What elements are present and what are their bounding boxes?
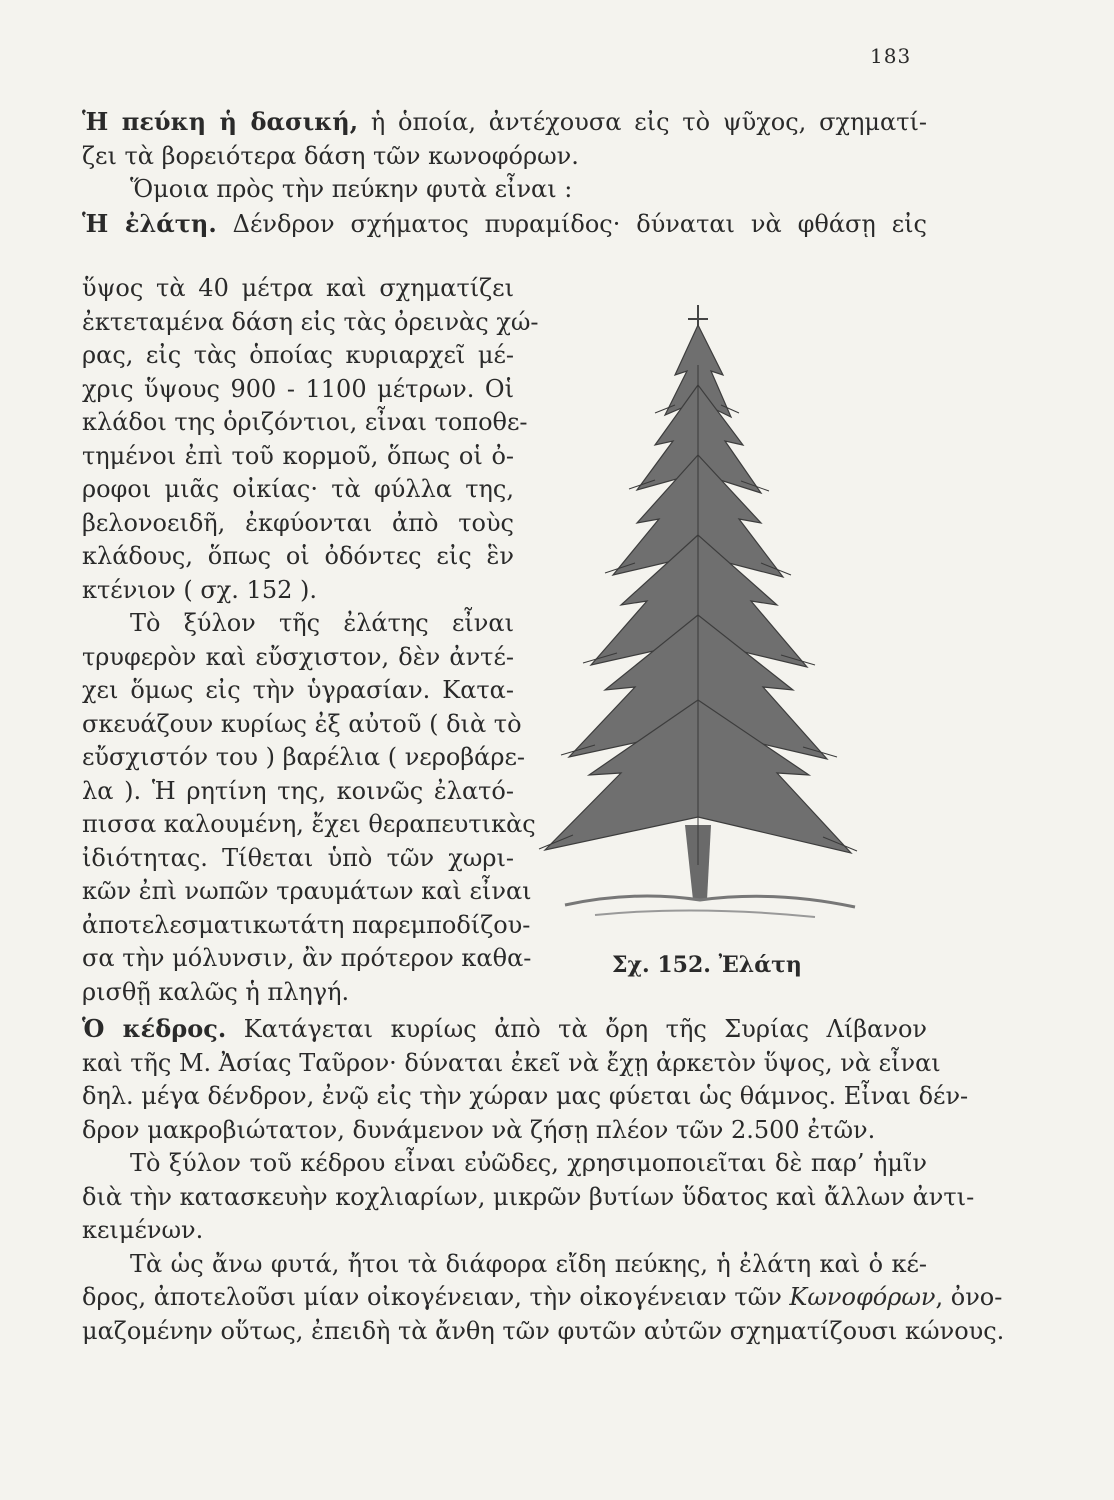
text-line: διὰ τὴν κατασκευὴν κοχλιαρίων, μικρῶν βυτίων ὕδατος καὶ ἄλλων ἀντι- bbox=[82, 1182, 975, 1211]
heading-fir: Ἡ ἐλάτη. bbox=[82, 208, 217, 238]
text-line: δρον μακροβιώτατον, δυνάμενον νὰ ζήσῃ πλέον τῶν 2.500 ἐτῶν. bbox=[82, 1115, 876, 1144]
text-line: ἰδιότητας. Τίθεται ὑπὸ τῶν χωρι- bbox=[82, 843, 514, 872]
text-line: ἀποτελεσματικωτάτη παρεμποδίζου- bbox=[82, 910, 531, 939]
text-line: κτένιον ( σχ. 152 ). bbox=[82, 575, 317, 604]
text-line: Τὸ ξύλον τῆς ἐλάτης εἶναι bbox=[130, 609, 514, 637]
text-line bbox=[82, 1281, 1003, 1315]
text-line: καὶ τῆς Μ. Ἀσίας Ταῦρον· δύναται ἐκεῖ νὰ ἔχῃ ἀρκετὸν ὕψος, νὰ εἶναι bbox=[82, 1048, 941, 1077]
heading-pine: Ἡ πεύκη ἡ δασική, bbox=[82, 107, 359, 136]
text-line: Τὰ ὡς ἄνω φυτά, ἤτοι τὰ διάφορα εἴδη πεύκης, ἡ ἐλάτη καὶ ὁ κέ- bbox=[130, 1249, 927, 1278]
fir-column-text bbox=[82, 272, 539, 1009]
fir-tree-illustration bbox=[525, 305, 865, 925]
text-line: κλάδους, ὅπως οἱ ὀδόντες εἰς ἓν bbox=[82, 542, 514, 570]
text-line: μαζομένην οὕτως, ἐπειδὴ τὰ ἄνθη τῶν φυτῶν αὐτῶν σχηματίζουσι κώνους. bbox=[82, 1316, 1005, 1345]
line-text: δρος, ἀποτελοῦσι μίαν οἰκογένειαν, τὴν οἰκογένειαν τῶν bbox=[82, 1283, 790, 1311]
text-line: ροφοι μιᾶς οἰκίας· τὰ φύλλα της, bbox=[82, 475, 514, 503]
text-line: Ὅμοια πρὸς τὴν πεύκην φυτὰ εἶναι : bbox=[130, 175, 573, 203]
text-line: κῶν ἐπὶ νωπῶν τραυμάτων καὶ εἶναι bbox=[82, 877, 532, 905]
text-line bbox=[82, 1012, 927, 1047]
text-line bbox=[82, 207, 927, 242]
figure-caption: Σχ. 152. Ἐλάτη bbox=[612, 952, 802, 978]
line-text: Κατάγεται κυρίως ἀπὸ τὰ ὄρη τῆς Συρίας Λίβανον bbox=[226, 1015, 928, 1043]
line-text: ἡ ὁποία, ἀντέχουσα εἰς τὸ ψῦχος, σχηματί- bbox=[358, 108, 927, 136]
fir-tree-icon bbox=[525, 305, 865, 925]
text-line: δηλ. μέγα δένδρον, ἐνῷ εἰς τὴν χώραν μας φύεται ὡς θάμνος. Εἶναι δέν- bbox=[82, 1082, 969, 1110]
line-text: Δένδρον σχήματος πυραμίδος· δύναται νὰ φθάσῃ εἰς bbox=[216, 209, 927, 238]
line-text: , ὀνο- bbox=[935, 1283, 1003, 1311]
text-line: τρυφερὸν καὶ εὔσχιστον, δὲν ἀντέ- bbox=[82, 642, 514, 671]
text-line: πισσα καλουμένη, ἔχει θεραπευτικὰς bbox=[82, 810, 536, 838]
heading-cedar: Ὁ κέδρος. bbox=[82, 1014, 227, 1043]
intro-paragraphs bbox=[82, 105, 927, 241]
text-line: τημένοι ἐπὶ τοῦ κορμοῦ, ὅπως οἱ ὀ- bbox=[82, 441, 514, 470]
text-line: ρισθῇ καλῶς ἡ πληγή. bbox=[82, 977, 350, 1006]
text-line: βελονοειδῆ, ἐκφύονται ἀπὸ τοὺς bbox=[82, 508, 514, 537]
text-line: λα ). Ἡ ρητίνη της, κοινῶς ἐλατό- bbox=[82, 776, 514, 805]
text-line: σα τὴν μόλυνσιν, ἂν πρότερον καθα- bbox=[82, 944, 532, 972]
text-line bbox=[82, 105, 927, 140]
italic-term: Κωνοφόρων bbox=[789, 1283, 936, 1311]
text-line: ζει τὰ βορειότερα δάση τῶν κωνοφόρων. bbox=[82, 141, 579, 170]
text-line: Τὸ ξύλον τοῦ κέδρου εἶναι εὐῶδες, χρησιμοποιεῖται δὲ παρ’ ἡμῖν bbox=[130, 1149, 927, 1177]
text-line: κειμένων. bbox=[82, 1216, 204, 1244]
text-line: χει ὅμως εἰς τὴν ὑγρασίαν. Κατα- bbox=[82, 676, 514, 704]
text-line: ἐκτεταμένα δάση εἰς τὰς ὀρεινὰς χώ- bbox=[82, 307, 539, 336]
text-line: σκευάζουν κυρίως ἐξ αὐτοῦ ( διὰ τὸ bbox=[82, 709, 522, 738]
text-line: ὕψος τὰ 40 μέτρα καὶ σχηματίζει bbox=[82, 274, 514, 302]
cedar-paragraphs bbox=[82, 1012, 1005, 1348]
text-line: χρις ὕψους 900 - 1100 μέτρων. Οἱ bbox=[82, 374, 514, 403]
page-number: 183 bbox=[870, 44, 912, 68]
text-line: κλάδοι της ὁριζόντιοι, εἶναι τοποθε- bbox=[82, 408, 528, 436]
text-line: ρας, εἰς τὰς ὁποίας κυριαρχεῖ μέ- bbox=[82, 341, 514, 369]
text-line: εὔσχιστόν του ) βαρέλια ( νεροβάρε- bbox=[82, 743, 526, 771]
